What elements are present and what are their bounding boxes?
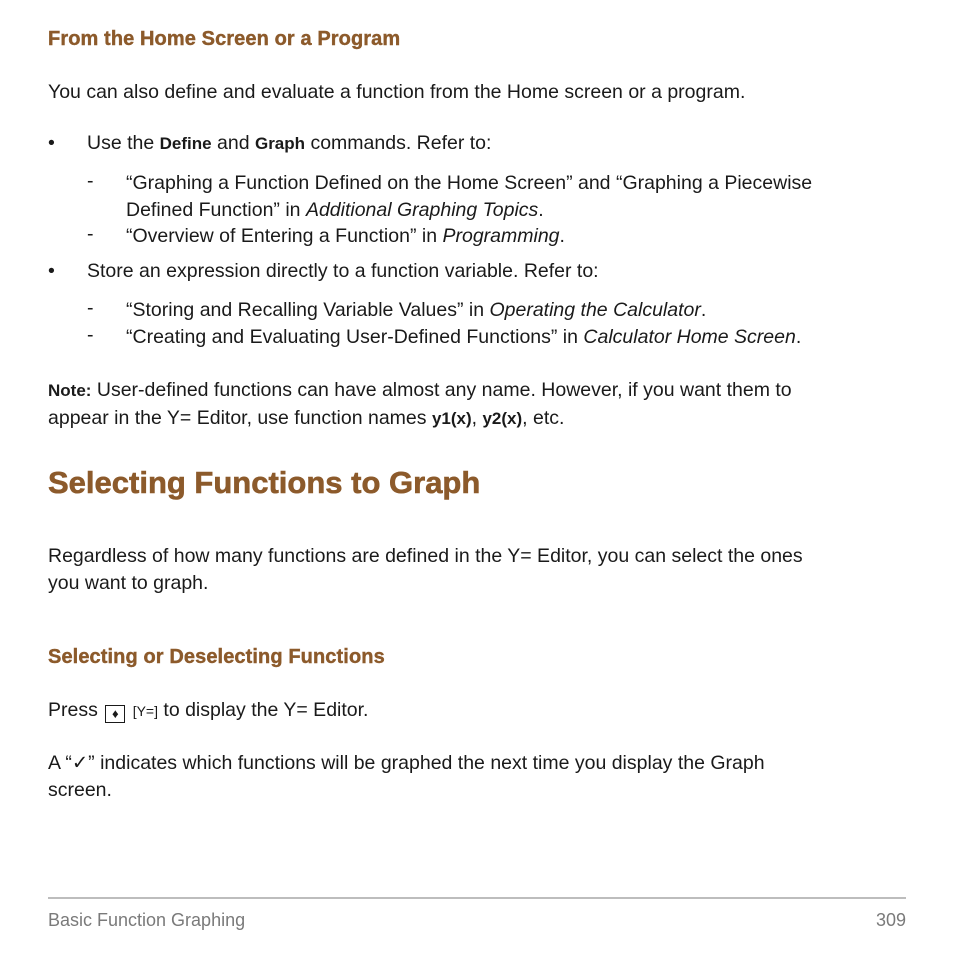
page-number: 309 <box>875 910 906 930</box>
reference-book-title: Calculator Home Screen <box>583 326 796 348</box>
bullet-text-pre: Use the <box>87 132 160 154</box>
reference-punct: . <box>700 299 707 321</box>
press-instruction <box>48 697 368 725</box>
note-separator: , <box>471 406 483 429</box>
define-command: Define <box>159 134 212 153</box>
reference-text: Defined Function” in <box>126 198 306 221</box>
reference-storing-recalling <box>126 297 706 324</box>
footer-chapter-title: Basic Function Graphing <box>48 910 246 930</box>
reference-line-2 <box>126 197 812 224</box>
section-heading-selecting-functions: Selecting Functions to Graph <box>48 465 481 500</box>
graph-command: Graph <box>254 134 306 153</box>
bullet-store-expression: Store an expression directly to a function variable. Refer to: <box>87 260 599 282</box>
reference-book-title: Programming <box>442 225 560 247</box>
reference-book-title: Additional Graphing Topics <box>305 198 539 221</box>
function-name-y1: y1(x) <box>431 408 472 428</box>
reference-text: “Creating and Evaluating User-Defined Functions” in <box>126 326 584 348</box>
selecting-paragraph <box>48 543 803 596</box>
note-paragraph <box>48 377 792 432</box>
note-text-end: , etc. <box>522 406 565 429</box>
note-text: appear in the Y= Editor, use function names <box>48 406 432 429</box>
note-line-1 <box>48 377 792 405</box>
dash-marker: - <box>87 324 94 346</box>
dash-marker: - <box>87 223 94 245</box>
reference-line-1: “Graphing a Function Defined on the Home Screen” and “Graphing a Piecewise <box>126 172 813 194</box>
bullet-marker: • <box>48 260 55 282</box>
paragraph-line-1: Regardless of how many functions are defined in the Y= Editor, you can select the ones <box>48 545 803 567</box>
press-text: Press <box>48 699 104 721</box>
paragraph-line-1: A “✓” indicates which functions will be graphed the next time you display the Graph <box>48 752 765 774</box>
paragraph-line-2: you want to graph. <box>48 571 209 594</box>
reference-punct: . <box>795 326 802 348</box>
bullet-define-graph <box>87 132 491 155</box>
bullet-text-post: commands. Refer to: <box>305 132 492 154</box>
bullet-marker: • <box>48 132 55 154</box>
reference-graphing-function <box>126 170 812 223</box>
press-text-end: to display the Y= Editor. <box>157 699 369 721</box>
diamond-key-icon: ♦ <box>105 705 125 723</box>
bullet-text-mid: and <box>211 132 255 154</box>
checkmark-paragraph <box>48 750 765 803</box>
reference-text: “Storing and Recalling Variable Values” in <box>126 299 490 321</box>
y-equals-key-icon: [Y=] <box>132 703 158 719</box>
dash-marker: - <box>87 297 94 319</box>
reference-punct: . <box>538 198 544 221</box>
intro-paragraph: You can also define and evaluate a function from the Home screen or a program. <box>48 81 746 103</box>
footer-divider <box>48 897 906 899</box>
reference-punct: . <box>559 225 565 247</box>
section-heading-selecting-deselecting: Selecting or Deselecting Functions <box>48 646 385 668</box>
note-line-2 <box>48 405 792 433</box>
dash-marker: - <box>87 170 94 192</box>
function-name-y2: y2(x) <box>482 408 523 428</box>
reference-user-defined <box>126 324 801 351</box>
reference-text: “Overview of Entering a Function” in <box>126 225 443 247</box>
note-label: Note: <box>48 381 92 400</box>
section-heading-home-screen: From the Home Screen or a Program <box>48 28 401 50</box>
note-text: User-defined functions can have almost any name. However, if you want them to <box>91 379 792 401</box>
paragraph-line-2: screen. <box>48 778 112 801</box>
reference-overview-entering <box>126 223 565 250</box>
reference-book-title: Operating the Calculator <box>489 299 701 321</box>
